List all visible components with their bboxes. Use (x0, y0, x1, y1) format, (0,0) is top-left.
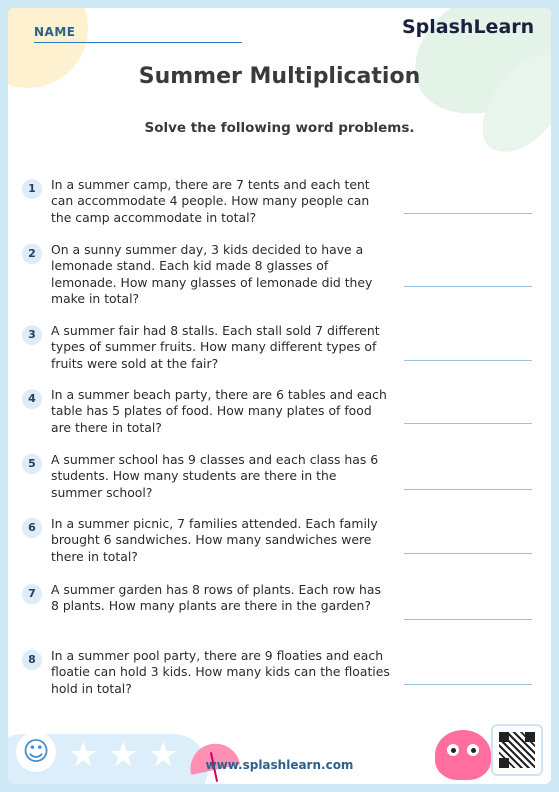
instructions: Solve the following word problems. (144, 120, 415, 136)
problem-text: On a sunny summer day, 3 kids decided to have a lemonade stand. Each kid made 8 glasses of lemonade. How many glasses of lemonade did they make in total? (51, 242, 373, 307)
name-label: NAME (34, 25, 76, 39)
splashlearn-logo: SplashLearn (402, 16, 535, 38)
smiley-icon: ☺ (16, 732, 56, 772)
page-title: Summer Multiplication (138, 64, 421, 89)
star-icon: ★ (148, 735, 179, 775)
mascot-icon (435, 730, 491, 780)
name-input-line[interactable] (34, 42, 242, 43)
problem-text: In a summer camp, there are 7 tents and each tent can accommodate 4 people. How many people can the camp accommodate in total? (51, 177, 370, 225)
problem-number-badge: 5 (22, 454, 42, 474)
problem-number-badge: 2 (22, 244, 42, 264)
qr-code-icon[interactable] (491, 724, 543, 776)
answer-line[interactable] (404, 684, 532, 685)
problem-text: A summer garden has 8 rows of plants. Each row has 8 plants. How many plants are there in the garden? (51, 582, 381, 614)
answer-line[interactable] (404, 553, 532, 554)
answer-line[interactable] (404, 489, 532, 490)
answer-line[interactable] (404, 619, 532, 620)
answer-line[interactable] (404, 286, 532, 287)
star-icon: ★ (68, 735, 99, 775)
problem-number-badge: 4 (22, 389, 42, 409)
problem-text: In a summer pool party, there are 9 floaties and each floatie can hold 3 kids. How many kids can the floaties hold in total? (51, 648, 390, 696)
answer-line[interactable] (404, 213, 532, 214)
problem-text: In a summer picnic, 7 families attended. Each family brought 6 sandwiches. How many sandwiches were there in total? (51, 516, 378, 564)
footer-decoration (8, 714, 551, 784)
problem-text: In a summer beach party, there are 6 tables and each table has 5 plates of food. How many plates of food are there in total? (51, 387, 387, 435)
footer-url[interactable]: www.splashlearn.com (205, 758, 354, 772)
answer-line[interactable] (404, 360, 532, 361)
mascot-eye (447, 744, 459, 756)
problem-number-badge: 8 (22, 650, 42, 670)
star-icon: ★ (108, 735, 139, 775)
mascot-eye (467, 744, 479, 756)
problem-number-badge: 6 (22, 518, 42, 538)
worksheet-page (8, 8, 551, 784)
problem-number-badge: 7 (22, 584, 42, 604)
problem-text: A summer school has 9 classes and each class has 6 students. How many students are there in the summer school? (51, 452, 379, 500)
problem-number-badge: 1 (22, 179, 42, 199)
answer-line[interactable] (404, 423, 532, 424)
problem-text: A summer fair had 8 stalls. Each stall sold 7 different types of summer fruits. How many different types of fruits were sold at the fair? (51, 323, 380, 371)
problem-number-badge: 3 (22, 325, 42, 345)
